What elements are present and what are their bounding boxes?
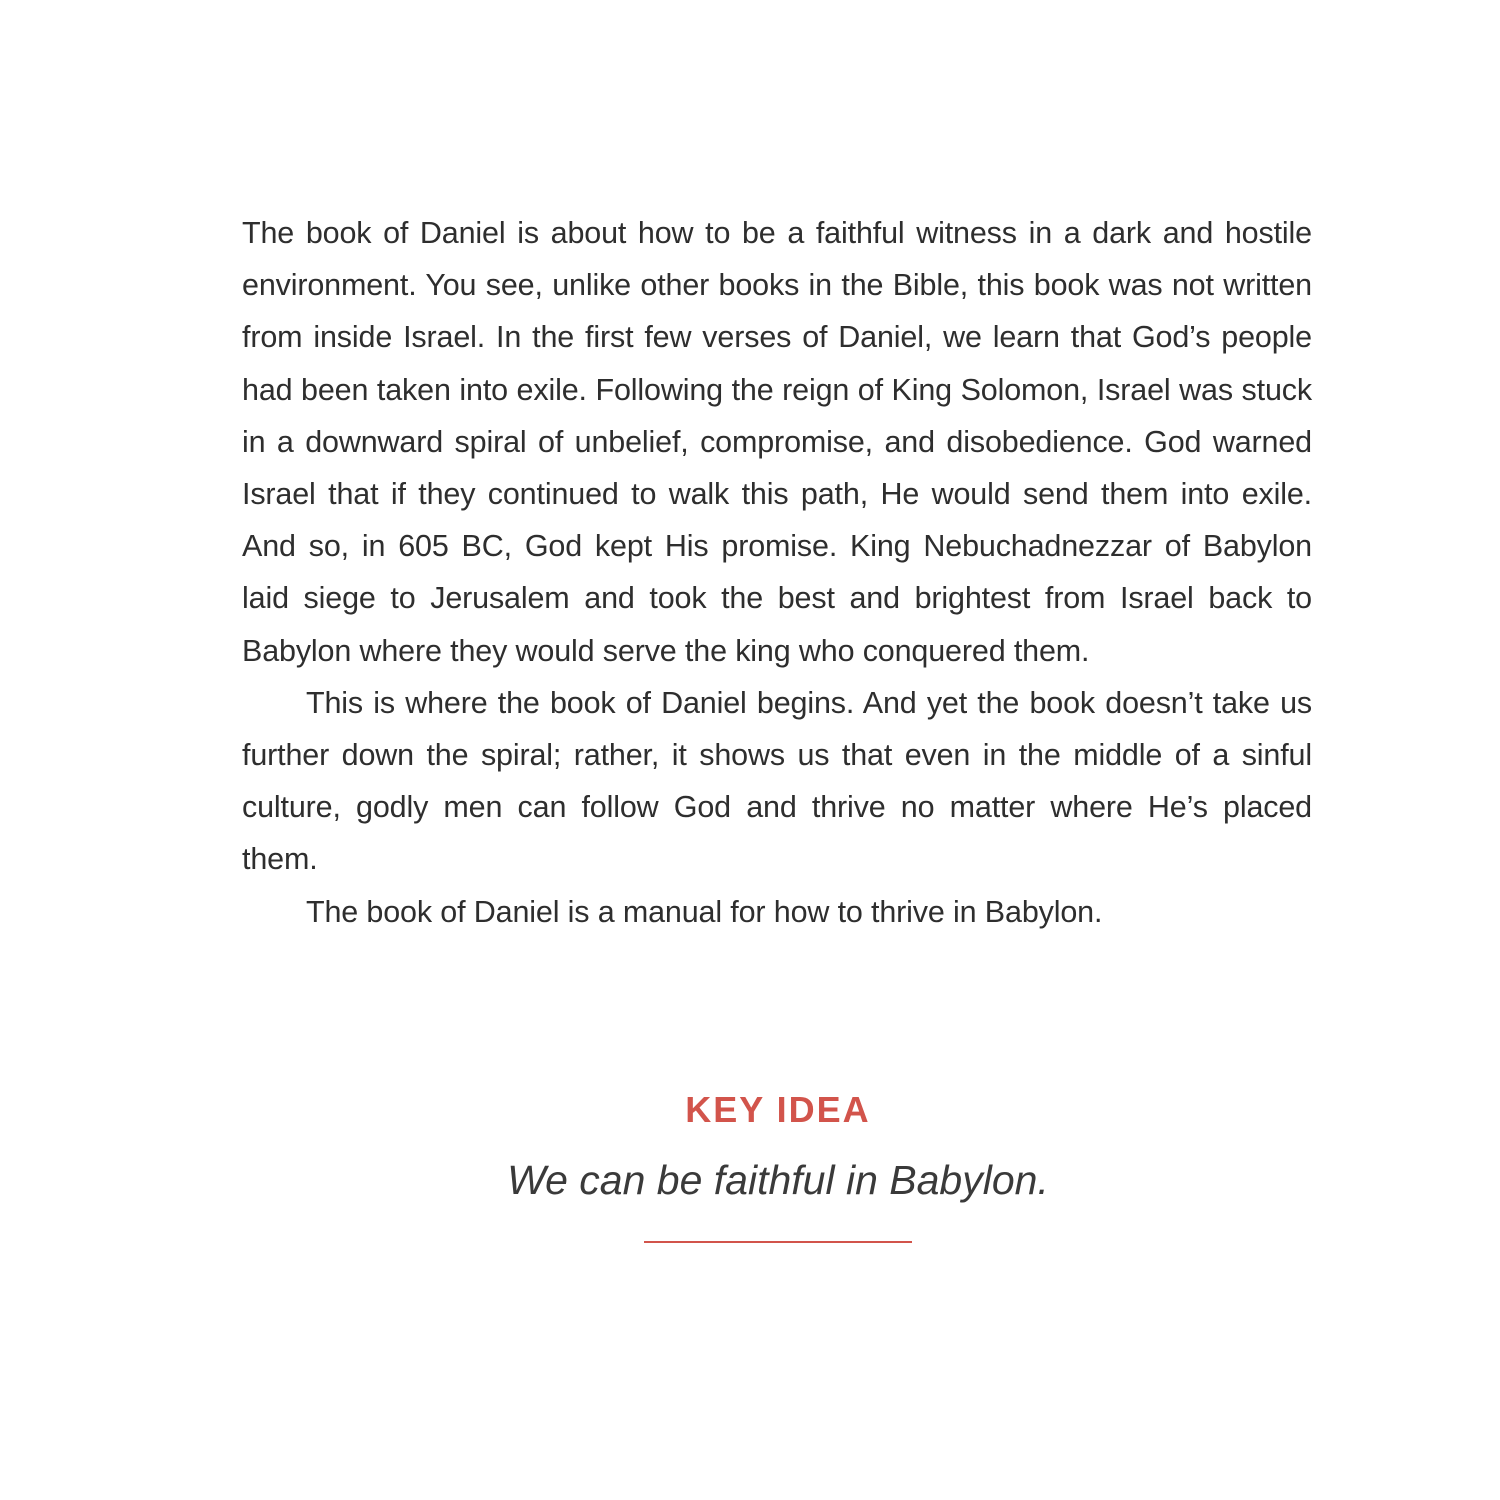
key-idea-heading: KEY IDEA [685, 1089, 871, 1130]
body-text [242, 207, 1312, 938]
paragraph-3: The book of Daniel is a manual for how to thrive in Babylon. [306, 894, 1103, 929]
key-idea-statement: We can be faithful in Babylon. [507, 1157, 1049, 1203]
paragraph-1: The book of Daniel is about how to be a faithful witness in a dark and hostile environment. You see, unlike other books in the Bible, this book was not written from inside Israel. In the first few verses of Daniel, we learn that God’s people had been taken into exile. Following the reign of King Solomon, Israel was stuck in a downward spiral of unbelief, compromise, and disobedience. God warned Israel that if they continued to walk this path, He would send them into exile. And so, in 605 BC, God kept His promise. King Nebuchadnezzar of Babylon laid siege to Jerusalem and took the best and brightest from Israel back to Babylon where they would serve the king who conquered them. [242, 216, 1312, 668]
key-idea-section [0, 1086, 1500, 1206]
paragraph-2: This is where the book of Daniel begins. And yet the book doesn’t take us further down the spiral; rather, it shows us that even in the middle of a sinful culture, godly men can follow God and thrive no matter where He’s placed them. [242, 685, 1312, 877]
section-divider [644, 1241, 912, 1243]
